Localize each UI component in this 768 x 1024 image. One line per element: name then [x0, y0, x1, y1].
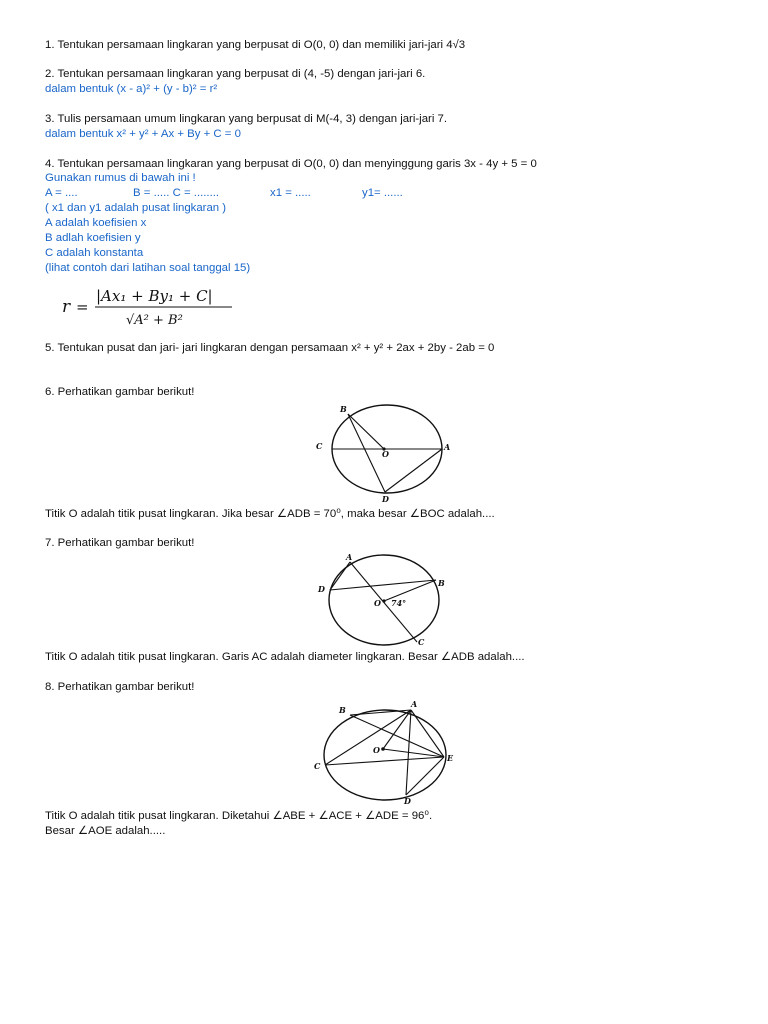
formula-numerator: |Ax₁ + By₁ + C|: [96, 287, 213, 305]
center-point: [381, 747, 385, 751]
label-a: A: [444, 442, 451, 452]
label-c: C: [314, 761, 321, 771]
chord-da: [385, 449, 442, 492]
fill-a: A = ....: [45, 187, 78, 199]
formula-equals: =: [76, 298, 89, 316]
question-7-text: Titik O adalah titik pusat lingkaran. Garis AC adalah diameter lingkaran. Besar ∠ADB adalah....: [45, 651, 525, 663]
question-2-text: 2. Tentukan persamaan lingkaran yang berpusat di (4, -5) dengan jari-jari 6.: [45, 68, 426, 80]
question-4-hint-line: (lihat contoh dari latihan soal tanggal 15): [45, 262, 251, 274]
question-4-hint-line: ( x1 dan y1 adalah pusat lingkaran ): [45, 202, 227, 214]
label-d: D: [382, 494, 389, 504]
question-4-hint-line: Gunakan rumus di bawah ini !: [45, 172, 196, 184]
fill-x1: x1 = .....: [270, 187, 311, 199]
question-4-text: 4. Tentukan persamaan lingkaran yang berpusat di O(0, 0) dan menyinggung garis 3x - 4y + 5 = 0: [45, 158, 537, 170]
chord-bd: [348, 414, 385, 492]
fill-y1: y1= ......: [362, 187, 403, 199]
label-d: D: [318, 584, 325, 594]
question-2-hint: dalam bentuk (x - a)² + (y - b)² = r²: [45, 83, 218, 95]
label-o: O: [382, 449, 389, 459]
fill-b-c: B = ..... C = ........: [133, 187, 220, 199]
question-5-text: 5. Tentukan pusat dan jari- jari lingkaran dengan persamaan x² + y² + 2ax + 2by - 2ab = 0: [45, 342, 495, 354]
label-e: E: [447, 753, 454, 763]
question-3-hint: dalam bentuk x² + y² + Ax + By + C = 0: [45, 128, 241, 140]
label-d: D: [404, 796, 411, 806]
label-b: B: [438, 578, 445, 588]
label-angle: 74°: [391, 598, 407, 608]
figure-8-circle-diagram: [310, 697, 460, 807]
chord-da: [330, 562, 350, 590]
label-a: A: [346, 552, 353, 562]
question-4-hint-line: B adlah koefisien y: [45, 232, 141, 244]
label-c: C: [316, 441, 323, 451]
label-o: O: [373, 745, 380, 755]
question-7-intro: 7. Perhatikan gambar berikut!: [45, 537, 195, 549]
figure-7-circle-diagram: [312, 550, 457, 650]
chord-ce: [325, 757, 444, 765]
radius-oa: [383, 710, 411, 749]
formula-lhs: r: [62, 297, 71, 317]
question-8-intro: 8. Perhatikan gambar berikut!: [45, 681, 195, 693]
question-4-hint-line: A adalah koefisien x: [45, 217, 147, 229]
question-8-ask: Besar ∠AOE adalah.....: [45, 825, 166, 837]
chord-db: [330, 580, 436, 590]
question-1-text: 1. Tentukan persamaan lingkaran yang berpusat di O(0, 0) dan memiliki jari-jari 4√3: [45, 39, 466, 51]
formula-denominator: √A² + B²: [126, 313, 183, 328]
label-a: A: [411, 699, 418, 709]
label-b: B: [339, 705, 346, 715]
label-b: B: [340, 404, 347, 414]
question-3-text: 3. Tulis persamaan umum lingkaran yang berpusat di M(-4, 3) dengan jari-jari 7.: [45, 113, 448, 125]
question-6-intro: 6. Perhatikan gambar berikut!: [45, 386, 195, 398]
question-4-hint-line: C adalah konstanta: [45, 247, 144, 259]
question-6-text: Titik O adalah titik pusat lingkaran. Jika besar ∠ADB = 70⁰, maka besar ∠BOC adalah....: [45, 508, 495, 520]
center-point: [382, 599, 385, 602]
label-o: O: [374, 598, 381, 608]
chord-ca: [325, 710, 411, 765]
question-8-text: Titik O adalah titik pusat lingkaran. Diketahui ∠ABE + ∠ACE + ∠ADE = 96⁰.: [45, 810, 433, 822]
radius-bo: [348, 414, 384, 449]
label-c: C: [418, 637, 425, 647]
distance-formula: [60, 284, 235, 330]
figure-6-circle-diagram: [312, 400, 457, 505]
